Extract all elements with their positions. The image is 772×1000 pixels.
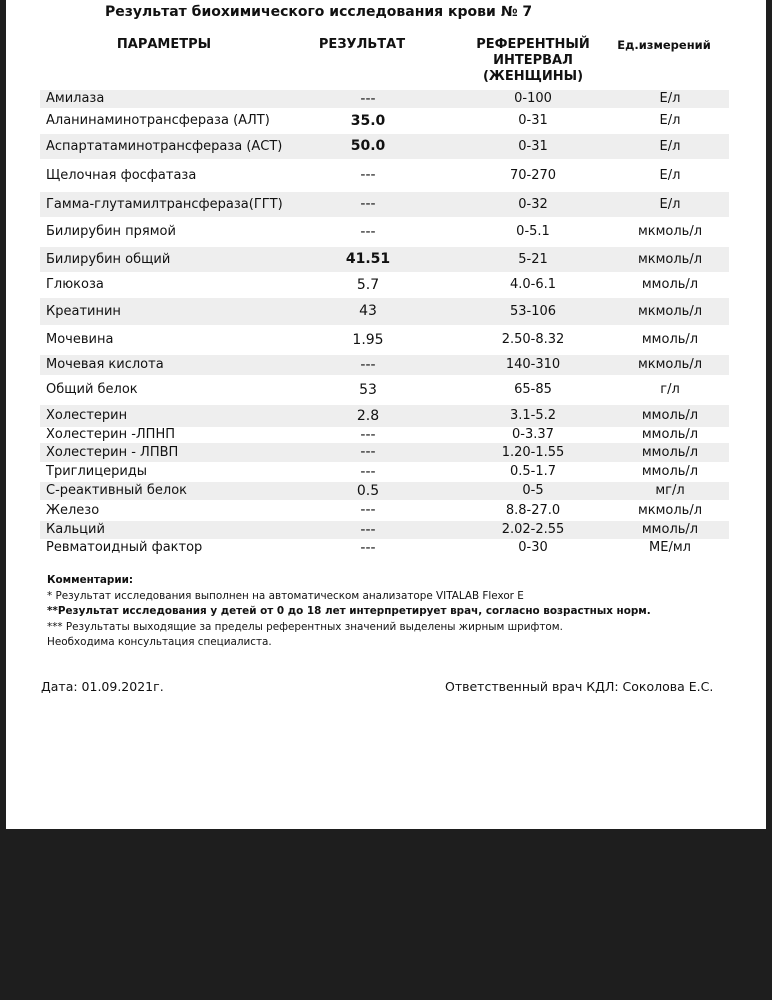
reference-interval: 53-106 bbox=[509, 304, 557, 319]
parameter-name: Амилаза bbox=[46, 91, 105, 106]
unit-value: ммоль/л bbox=[641, 522, 699, 537]
reference-interval: 0.5-1.7 bbox=[509, 464, 557, 479]
unit-value: Е/л bbox=[659, 91, 681, 106]
unit-value: Е/л bbox=[659, 139, 681, 154]
parameter-name: Глюкоза bbox=[46, 277, 104, 292]
table-row bbox=[40, 247, 729, 272]
parameter-name: Аспартатаминотрансфераза (АСТ) bbox=[46, 139, 283, 154]
reference-interval: 0-30 bbox=[518, 540, 548, 555]
parameter-name: Железо bbox=[46, 503, 100, 518]
table-row bbox=[40, 443, 729, 462]
parameter-name: Креатинин bbox=[46, 304, 121, 319]
parameter-name: Мочевина bbox=[46, 332, 114, 347]
result-value: --- bbox=[360, 224, 376, 240]
result-value: 5.7 bbox=[356, 277, 380, 293]
reference-interval: 0-31 bbox=[518, 113, 548, 128]
table-row bbox=[40, 90, 729, 108]
table-row bbox=[40, 482, 729, 500]
comment-line-2: **Результат исследования у детей от 0 до 18 лет интерпретирует врач, согласно возрастных норм. bbox=[47, 605, 651, 617]
unit-value: Е/л bbox=[659, 168, 681, 183]
unit-value: мкмоль/л bbox=[637, 252, 703, 267]
result-value: 35.0 bbox=[350, 113, 386, 129]
table-row bbox=[40, 462, 729, 482]
table-row bbox=[40, 217, 729, 247]
table-row bbox=[40, 539, 729, 557]
reference-interval: 0-5.1 bbox=[516, 224, 550, 239]
unit-value: мг/л bbox=[655, 483, 685, 498]
parameter-name: Общий белок bbox=[46, 382, 138, 397]
unit-value: г/л bbox=[660, 382, 680, 397]
parameter-name: Триглицериды bbox=[46, 464, 148, 479]
result-value: --- bbox=[360, 502, 376, 518]
result-value: 43 bbox=[359, 303, 377, 319]
reference-interval: 70-270 bbox=[509, 168, 557, 183]
result-value: --- bbox=[360, 427, 376, 443]
reference-interval: 4.0-6.1 bbox=[509, 277, 557, 292]
table-row bbox=[40, 521, 729, 539]
unit-value: мкмоль/л bbox=[637, 224, 703, 239]
parameter-name: Кальций bbox=[46, 522, 105, 537]
parameter-name: Щелочная фосфатаза bbox=[46, 168, 197, 183]
header-reference-line1: РЕФЕРЕНТНЫЙ bbox=[476, 37, 590, 52]
table-row bbox=[40, 192, 729, 217]
result-value: --- bbox=[360, 196, 376, 212]
unit-value: мкмоль/л bbox=[637, 357, 703, 372]
comments-heading: Комментарии: bbox=[47, 574, 134, 586]
table-row bbox=[40, 375, 729, 405]
result-value: 1.95 bbox=[352, 332, 384, 348]
reference-interval: 0-32 bbox=[518, 197, 548, 212]
header-units: Ед.измерений bbox=[617, 38, 711, 52]
table-row bbox=[40, 325, 729, 355]
table-row bbox=[40, 298, 729, 325]
result-value: --- bbox=[360, 91, 376, 107]
result-value: --- bbox=[360, 522, 376, 538]
parameter-name: Холестерин -ЛПНП bbox=[46, 427, 176, 442]
result-value: 53 bbox=[359, 382, 377, 398]
reference-interval: 1.20-1.55 bbox=[501, 445, 565, 460]
table-row bbox=[40, 159, 729, 192]
result-value: --- bbox=[360, 464, 376, 480]
reference-interval: 8.8-27.0 bbox=[505, 503, 561, 518]
parameter-name: Мочевая кислота bbox=[46, 357, 164, 372]
table-row bbox=[40, 134, 729, 159]
result-value: --- bbox=[360, 540, 376, 556]
table-row bbox=[40, 500, 729, 521]
unit-value: ммоль/л bbox=[641, 445, 699, 460]
table-row bbox=[40, 427, 729, 443]
result-value: 50.0 bbox=[350, 138, 386, 154]
header-reference-line3: (ЖЕНЩИНЫ) bbox=[482, 69, 584, 84]
unit-value: ммоль/л bbox=[641, 277, 699, 292]
result-value: --- bbox=[360, 357, 376, 373]
result-value: 2.8 bbox=[356, 408, 380, 424]
comment-line-3: *** Результаты выходящие за пределы референтных значений выделены жирным шрифтом. bbox=[47, 620, 563, 633]
unit-value: Е/л bbox=[659, 113, 681, 128]
reference-interval: 0-31 bbox=[518, 139, 548, 154]
comments-block bbox=[47, 573, 651, 651]
parameter-name: Ревматоидный фактор bbox=[46, 540, 203, 555]
table-row bbox=[40, 355, 729, 375]
report-title: Результат биохимического исследования крови № 7 bbox=[105, 4, 533, 20]
header-result: РЕЗУЛЬТАТ bbox=[318, 37, 406, 52]
parameter-name: Аланинаминотрансфераза (АЛТ) bbox=[46, 113, 270, 128]
reference-interval: 5-21 bbox=[518, 252, 548, 267]
table-row bbox=[40, 108, 729, 134]
table-row bbox=[40, 272, 729, 298]
reference-interval: 2.02-2.55 bbox=[501, 522, 565, 537]
unit-value: ммоль/л bbox=[641, 464, 699, 479]
parameter-name: Гамма-глутамилтрансфераза(ГГТ) bbox=[46, 197, 283, 212]
unit-value: ммоль/л bbox=[641, 408, 699, 423]
result-value: 0.5 bbox=[356, 483, 380, 499]
report-date: Дата: 01.09.2021г. bbox=[41, 679, 164, 694]
reference-interval: 0-5 bbox=[522, 483, 544, 498]
result-value: 41.51 bbox=[345, 251, 391, 267]
parameter-name: Холестерин - ЛПВП bbox=[46, 445, 179, 460]
result-value: --- bbox=[360, 444, 376, 460]
report-sheet bbox=[6, 0, 766, 829]
reference-interval: 0-3.37 bbox=[512, 427, 554, 442]
parameter-name: Билирубин прямой bbox=[46, 224, 176, 239]
unit-value: мкмоль/л bbox=[637, 304, 703, 319]
header-reference bbox=[460, 37, 606, 85]
header-parameters: ПАРАМЕТРЫ bbox=[116, 37, 212, 52]
reference-interval: 140-310 bbox=[505, 357, 561, 372]
unit-value: ммоль/л bbox=[641, 332, 699, 347]
header-reference-line2: ИНТЕРВАЛ bbox=[493, 53, 573, 68]
unit-value: ммоль/л bbox=[641, 427, 699, 442]
unit-value: Е/л bbox=[659, 197, 681, 212]
unit-value: мкмоль/л bbox=[637, 503, 703, 518]
reference-interval: 65-85 bbox=[514, 382, 552, 397]
responsible-doctor: Ответственный врач КДЛ: Соколова Е.С. bbox=[445, 679, 714, 694]
parameter-name: Билирубин общий bbox=[46, 252, 171, 267]
parameter-name: С-реактивный белок bbox=[46, 483, 187, 498]
result-value: --- bbox=[360, 167, 376, 183]
comment-line-4: Необходима консультация специалиста. bbox=[47, 636, 272, 648]
table-row bbox=[40, 405, 729, 427]
reference-interval: 0-100 bbox=[514, 91, 552, 106]
reference-interval: 2.50-8.32 bbox=[501, 332, 565, 347]
parameter-name: Холестерин bbox=[46, 408, 128, 423]
unit-value: МЕ/мл bbox=[649, 540, 691, 555]
comment-line-1: * Результат исследования выполнен на автоматическом анализаторе VITALAB Flexor E bbox=[47, 589, 524, 602]
reference-interval: 3.1-5.2 bbox=[509, 408, 557, 423]
